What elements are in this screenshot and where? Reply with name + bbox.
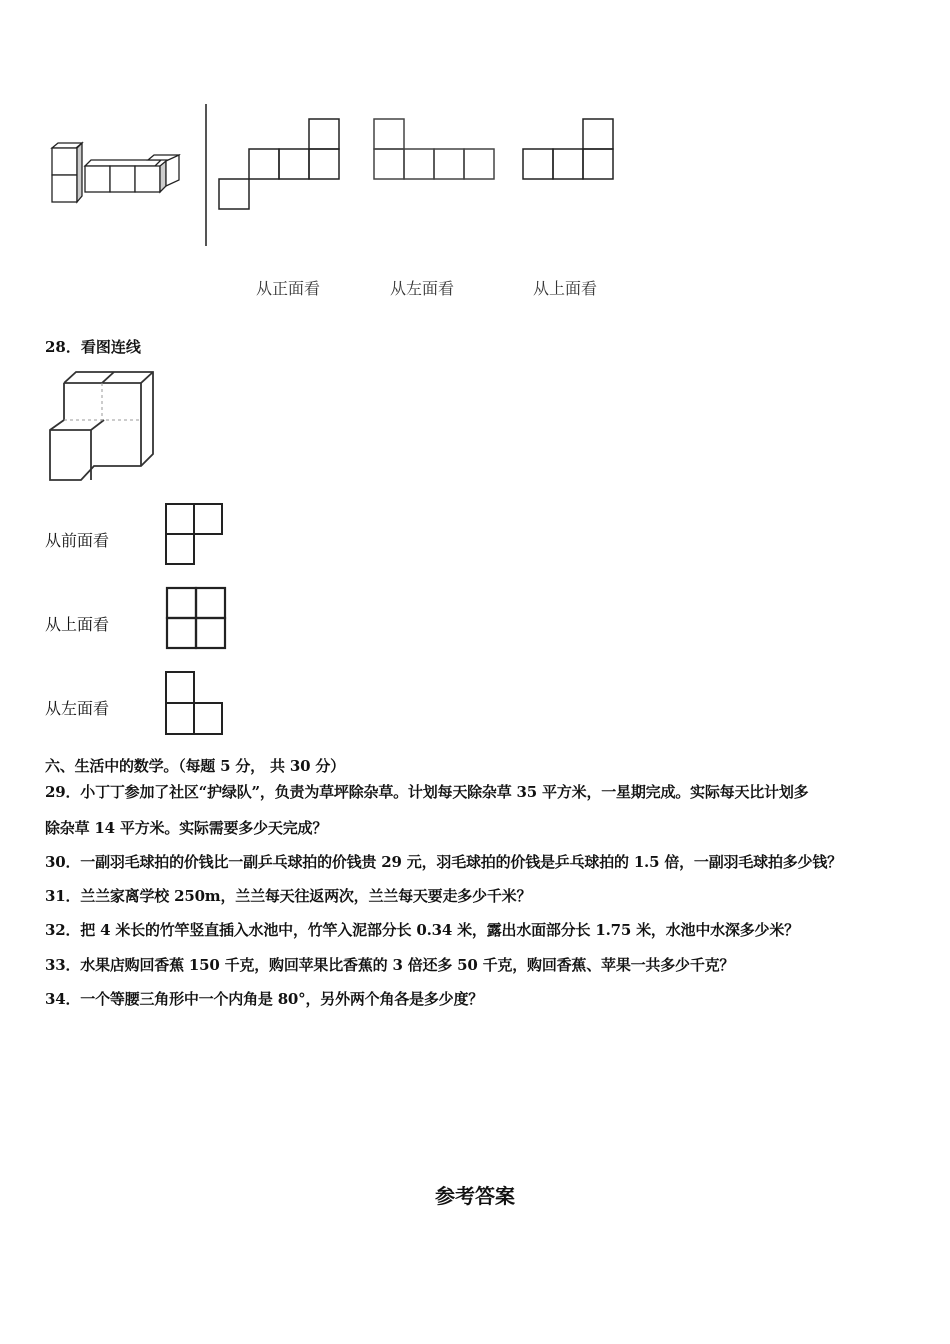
question-29-line1: 29．小丁丁参加了社区“护绿队”，负责为草坪除杂草。计划每天除杂草 35 平方米，一星期完成。实际每天比计划多 [45,783,809,801]
left-view-label: 从左面看 [390,279,455,298]
option-left-shape [164,670,224,736]
question-34: 34．一个等腰三角形中一个内角是 80°，另外两个角各是多少度？ [45,990,484,1008]
question-30: 30．一副羽毛球拍的价钱比一副乒乓球拍的价钱贵 29 元，羽毛球拍的价钱是乒乓球拍的 1.5 倍，一副羽毛球拍多少钱？ [45,853,842,871]
front-view-shape [218,118,340,210]
option-front-shape [164,502,224,566]
option-left-label: 从左面看 [45,699,110,718]
question-33: 33．水果店购回香蕉 150 千克，购回苹果比香蕉的 3 倍还多 50 千克，购回香蕉、苹果一共多少千克？ [45,956,735,974]
front-view-label: 从正面看 [256,279,321,298]
answer-section-title: 参考答案 [435,1184,515,1208]
cube-solid-figure [45,140,190,220]
option-top-label: 从上面看 [45,615,110,634]
question-32: 32．把 4 米长的竹竿竖直插入水池中，竹竿入泥部分长 0.34 米，露出水面部分长 1.75 米，水池中水深多少米？ [45,921,799,939]
divider-line [205,104,207,246]
q28-solid-figure [46,368,156,486]
question-31: 31．兰兰家离学校 250m，兰兰每天往返两次，兰兰每天要走多少千米？ [45,887,532,905]
option-top-shape [165,586,227,650]
question-29-line2: 除杂草 14 平方米。实际需要多少天完成？ [45,819,328,837]
section-6-heading: 六、生活中的数学。（每题 5 分， 共 30 分） [45,757,345,775]
option-front-label: 从前面看 [45,531,110,550]
top-view-label: 从上面看 [533,279,598,298]
top-view-shape [522,118,614,180]
left-view-shape [373,118,495,180]
question-28-title: 28．看图连线 [45,338,141,356]
